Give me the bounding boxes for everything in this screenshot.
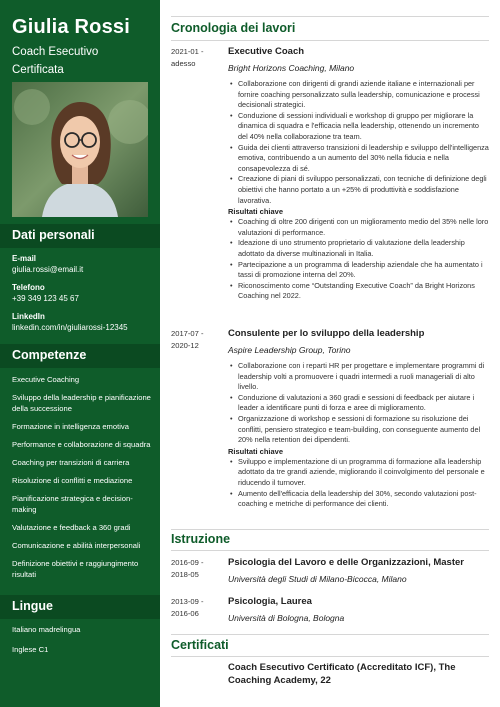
bullet-item: • Riconoscimento come “Outstanding Executive Coach” da Bright Horizons Coaching nel 2022. — [228, 281, 490, 302]
skill-item: Definizione obiettivi e raggiungimento risultati — [12, 559, 139, 579]
skill-item: Performance e collaborazione di squadra — [12, 440, 151, 449]
bullet-item: • Ideazione di uno strumento proprietario di valutazione della leadership adottato da diverse multinazionali in Italia. — [228, 238, 490, 259]
results-bullets — [228, 217, 490, 302]
skill-item: Risoluzione di conflitti e mediazione — [12, 476, 133, 485]
bullet-item: • Collaborazione con dirigenti di grandi aziende italiane e internazionali per fornire coaching personalizzato sulla leadership, comunicazione e processi decisionali strategici. — [228, 79, 490, 111]
work-heading: Cronologia dei lavori — [171, 21, 296, 35]
skill-item: Sviluppo della leadership e pianificazione della successione — [12, 393, 151, 413]
skill-item: Coaching per transizioni di carriera — [12, 458, 130, 467]
phone-value[interactable]: +39 349 123 45 67 — [12, 294, 79, 303]
divider — [171, 634, 489, 635]
education-date: 2013-09 - 2016-06 — [171, 597, 204, 618]
personal-heading: Dati personali — [0, 224, 160, 248]
language-item: Italiano madrelingua — [12, 625, 81, 634]
certificate-title: Coach Esecutivo Certificato (Accreditato ICF), The Coaching Academy, 22 — [228, 662, 456, 686]
results-label: Risultati chiave — [228, 207, 284, 217]
phone-label: Telefono — [12, 283, 45, 292]
degree-title: Psicologia del Lavoro e delle Organizzazioni, Master — [228, 557, 464, 568]
results-bullets — [228, 457, 490, 510]
job-title: Consulente per lo sviluppo della leadership — [228, 328, 425, 339]
job-title: Executive Coach — [228, 46, 305, 57]
bullet-item: • Coaching di oltre 200 dirigenti con un miglioramento medio del 35% nelle loro valutazioni di performance. — [228, 217, 490, 238]
email-label: E-mail — [12, 254, 37, 263]
bullet-item: • Sviluppo e implementazione di un programma di formazione alla leadership adottato da tre grandi aziende, migliorando il coinvolgimento del personale e riducendo il turnover. — [228, 457, 490, 489]
school-name: Università di Bologna, Bologna — [228, 613, 345, 623]
bullet-item: • Partecipazione a un programma di leadership aziendale che ha aumentato i tassi di promozione interna del 20%. — [228, 260, 490, 281]
job-bullets — [228, 361, 490, 446]
bullet-item: • Organizzazione di workshop e sessioni di formazione su risoluzione dei conflitti, pensiero strategico e team-building, con conseguente aumento del 20% nella retention dei dipendenti. — [228, 414, 490, 446]
linkedin-value[interactable]: linkedin.com/in/giuliarossi-12345 — [12, 323, 128, 332]
education-date: 2016-09 - 2018-05 — [171, 558, 204, 579]
divider — [171, 16, 489, 17]
job-company: Bright Horizons Coaching, Milano — [228, 63, 355, 73]
skill-item: Pianificazione strategica e decision-making — [12, 494, 133, 514]
skill-item: Formazione in intelligenza emotiva — [12, 422, 129, 431]
divider — [171, 40, 489, 41]
education-entry — [228, 556, 490, 590]
skill-item: Comunicazione e abilità interpersonali — [12, 541, 141, 550]
bullet-item: • Aumento dell'efficacia della leadership del 30%, secondo valutazioni post-coaching e metriche di performance dei clienti. — [228, 489, 490, 510]
sidebar — [0, 0, 160, 707]
languages-heading: Lingue — [0, 595, 160, 619]
bullet-item: • Conduzione di valutazioni a 360 gradi e sessioni di feedback per aiutare i leader a identificare punti di forza e aree di miglioramento. — [228, 393, 490, 414]
candidate-name: Giulia Rossi — [12, 16, 130, 38]
job-company: Aspire Leadership Group, Torino — [228, 345, 351, 355]
email-value[interactable]: giulia.rossi@email.it — [12, 265, 84, 274]
job-date: 2021-01 - adesso — [171, 47, 204, 68]
education-heading: Istruzione — [171, 532, 231, 546]
linkedin-label: LinkedIn — [12, 312, 45, 321]
school-name: Università degli Studi di Milano-Bicocca, Milano — [228, 574, 407, 584]
certificate-entry — [228, 661, 490, 687]
job-bullets — [228, 79, 490, 206]
job-entry — [228, 45, 490, 302]
candidate-role: Coach Esecutivo Certificata — [12, 46, 99, 76]
skills-heading: Competenze — [0, 344, 160, 368]
job-entry — [228, 327, 490, 510]
portrait-image — [12, 82, 148, 217]
bullet-item: • Guida dei clienti attraverso transizioni di leadership e sviluppo dell'intelligenza emotiva, contribuendo a un aumento del 30% nella fiducia e nella consapevolezza di sé. — [228, 143, 490, 175]
bullet-item: • Creazione di piani di sviluppo personalizzati, con tecniche di definizione degli obiettivi che hanno portato a un +25% di produttività e soddisfazione lavorativa. — [228, 174, 490, 206]
bullet-item: • Collaborazione con i reparti HR per progettare e implementare programmi di leadership volti a promuovere i quadri intermedi a ruoli manageriali di alto livello. — [228, 361, 490, 393]
education-entry — [228, 595, 490, 629]
degree-title: Psicologia, Laurea — [228, 596, 312, 607]
skills-list — [12, 374, 156, 587]
divider — [171, 529, 489, 530]
personal-details — [12, 253, 156, 340]
bullet-item: • Conduzione di sessioni individuali e workshop di gruppo per migliorare la dinamica di squadra e l'efficacia nella leadership, ottenendo un incremento del 40% nella collaborazione tra team. — [228, 111, 490, 143]
job-date: 2017-07 - 2020-12 — [171, 329, 204, 350]
skill-item: Valutazione e feedback a 360 gradi — [12, 523, 131, 532]
divider — [171, 550, 489, 551]
certificates-heading: Certificati — [171, 638, 229, 652]
skill-item: Executive Coaching — [12, 375, 80, 384]
profile-photo — [12, 82, 148, 217]
results-label: Risultati chiave — [228, 446, 284, 456]
languages-list — [12, 624, 156, 662]
divider — [171, 656, 489, 657]
language-item: Inglese C1 — [12, 645, 49, 654]
